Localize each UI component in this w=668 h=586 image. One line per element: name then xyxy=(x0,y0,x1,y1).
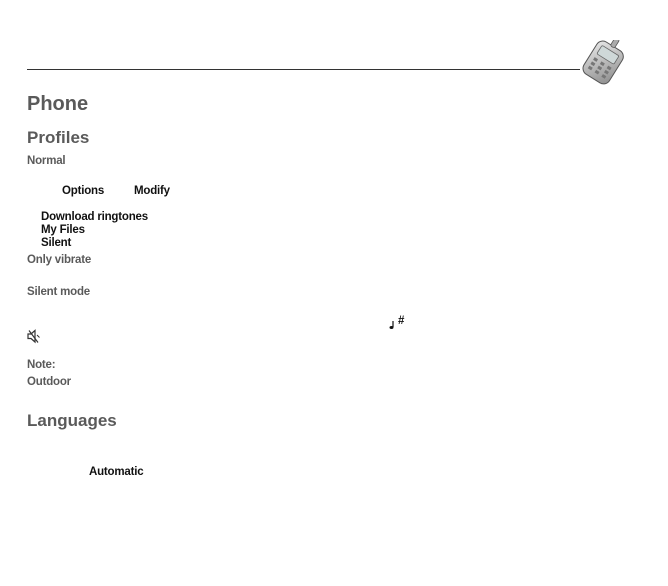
section-heading-profiles: Profiles xyxy=(27,128,90,147)
page-title: Phone xyxy=(27,93,89,115)
profile-outdoor: Outdoor xyxy=(27,376,71,388)
modify-softkey: Modify xyxy=(134,185,170,197)
profile-silent-mode: Silent mode xyxy=(27,286,90,298)
music-note-icon xyxy=(388,320,396,330)
header-rule xyxy=(27,69,580,70)
mobile-phone-icon xyxy=(578,40,630,86)
profile-only-vibrate: Only vibrate xyxy=(27,254,92,266)
note-label: Note: xyxy=(27,359,56,371)
menu-item-silent: Silent xyxy=(41,237,72,249)
section-heading-languages: Languages xyxy=(27,411,117,430)
menu-item-download-ringtones: Download ringtones xyxy=(41,211,148,223)
speaker-muted-icon xyxy=(27,329,41,344)
language-automatic: Automatic xyxy=(89,466,144,478)
hash-key-symbol: # xyxy=(398,315,405,327)
profile-normal: Normal xyxy=(27,155,66,167)
menu-item-my-files: My Files xyxy=(41,224,85,236)
options-softkey: Options xyxy=(62,185,105,197)
